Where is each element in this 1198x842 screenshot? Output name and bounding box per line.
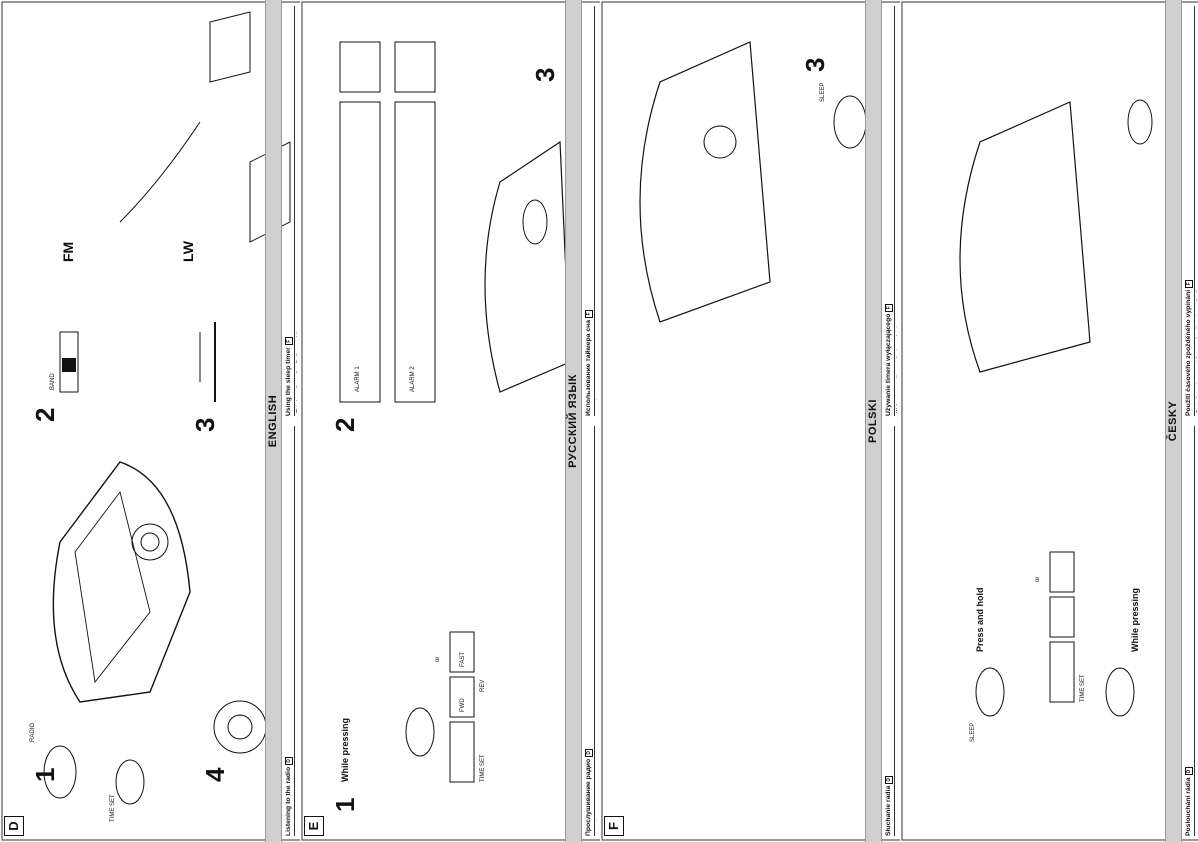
- panel-english-text: [282, 0, 296, 842]
- section-heading: [1185, 426, 1195, 836]
- fast-label: FAST: [460, 651, 466, 667]
- language-banner: ČESKY: [1165, 0, 1182, 842]
- text-columns: [1183, 0, 1198, 842]
- panel-russian: [300, 0, 600, 842]
- section-heading-text: Listening to the radio: [285, 766, 292, 836]
- section-heading-text: Прослушивание радио: [585, 758, 592, 836]
- tuning-dial-illustration: [200, 322, 266, 753]
- right-column: [883, 6, 897, 416]
- figure-reference-badge: D: [885, 776, 893, 784]
- time-set-label: TIME SET: [1080, 674, 1086, 702]
- figure-reference-badge: D: [1185, 767, 1193, 775]
- sleep-label: SLEEP: [970, 722, 976, 742]
- step-number-4: 4: [200, 767, 230, 782]
- right-column: [583, 6, 597, 416]
- fm-label: FM: [60, 241, 76, 262]
- instruction-text: [896, 6, 897, 413]
- panel-czech: [900, 0, 1198, 842]
- section-heading-text: Poslouchání rádia: [1185, 777, 1192, 836]
- band-switch-illustration: [60, 332, 78, 392]
- section-heading-text: Použití časového zpožděného vypínání: [1185, 289, 1192, 416]
- radio-illustration-czech: [960, 100, 1152, 372]
- or-label: or: [435, 656, 441, 662]
- step-number-1: 1: [330, 797, 360, 812]
- while-pressing-caption: While pressing: [340, 717, 350, 782]
- section-heading: [885, 6, 895, 416]
- step-number-1: 1: [30, 767, 60, 782]
- panel-english: [0, 0, 300, 842]
- text-columns: [883, 0, 900, 842]
- alarm1-label: ALARM 1: [355, 366, 361, 392]
- section-heading-text: Używanie timera wyłączającego: [885, 313, 892, 416]
- band-label: BAND: [50, 373, 56, 390]
- press-and-hold-caption: Press and hold: [975, 587, 985, 652]
- hand-icon: [834, 96, 866, 148]
- section-heading-text: Использование таймера сна: [585, 319, 592, 416]
- figure-reference-badge: F: [285, 337, 293, 345]
- lw-label: LW: [180, 241, 196, 262]
- display-illustration: [340, 42, 435, 402]
- time-set-label: TIME SET: [480, 754, 486, 782]
- illustration-polish: [600, 0, 900, 842]
- or-label: or: [1035, 576, 1041, 582]
- section-heading: [585, 6, 595, 416]
- panel-letter: F: [604, 816, 624, 836]
- step-number-2: 2: [330, 417, 360, 432]
- figure-reference-badge: D: [285, 757, 293, 765]
- step-number-3: 3: [190, 417, 220, 432]
- fwd-label: FWD: [460, 698, 466, 712]
- panel-polish: [600, 0, 900, 842]
- language-banner: POLSKI: [865, 0, 882, 842]
- radio-label: RADIO: [30, 722, 36, 742]
- step-number-3: 3: [530, 67, 560, 82]
- language-banner: РУССКИЙ ЯЗЫК: [565, 0, 582, 842]
- figure-reference-badge: D: [585, 749, 593, 757]
- section-heading: [885, 426, 895, 836]
- text-columns: [583, 0, 600, 842]
- figure-reference-badge: F: [1185, 280, 1193, 288]
- radio-illustration-main: [53, 462, 190, 702]
- rev-label: REV: [480, 679, 486, 692]
- figure-reference-badge: F: [585, 310, 593, 318]
- section-heading-text: Using the sleep timer: [285, 347, 292, 416]
- while-pressing-caption: While pressing: [1130, 587, 1140, 652]
- radio-illustration-alarm: [485, 142, 570, 392]
- panel-letter: E: [304, 816, 324, 836]
- left-column: [883, 426, 897, 836]
- left-column: [583, 426, 597, 836]
- step-number-3: 3: [800, 57, 830, 72]
- panel-letter: D: [4, 816, 24, 836]
- section-heading: [1185, 6, 1195, 416]
- left-column: [1183, 426, 1197, 836]
- section-heading: [585, 426, 595, 836]
- figure-reference-badge: F: [885, 304, 893, 312]
- alarm2-label: ALARM 2: [410, 366, 416, 392]
- step-number-2: 2: [30, 407, 60, 422]
- illustration-czech: [900, 0, 1198, 842]
- instruction-text: [1196, 6, 1197, 413]
- sleep-label: SLEEP: [820, 82, 826, 102]
- right-column: [1183, 6, 1197, 416]
- sleep-button-illustration: [976, 552, 1134, 716]
- section-heading-text: Słuchanie radia: [885, 785, 892, 836]
- instruction-text: [296, 6, 297, 413]
- time-set-label: TIME SET: [110, 794, 116, 822]
- radio-illustration-sleep: [640, 42, 770, 322]
- language-banner: ENGLISH: [265, 0, 282, 842]
